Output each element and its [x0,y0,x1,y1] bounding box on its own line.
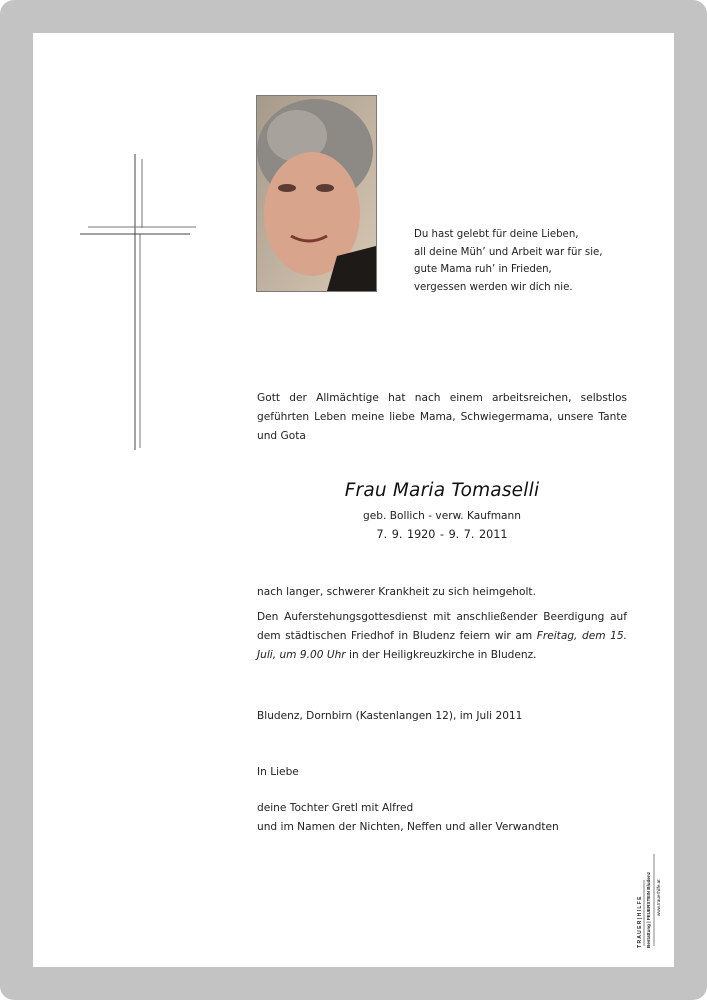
intro-text: Gott der Allmächtige hat nach einem arbeitsreichen, selbstlos geführten Leben meine liebe Mama, Schwiegermama, unsere Tante und Gota [257,392,627,442]
logo-text: Bestattung | FEUERSTEIN Bludenz [646,871,651,948]
logo-text: T R A U E R | H I L F E [637,896,643,948]
poem-line: vergessen werden wir dich nie. [414,281,573,293]
cross-icon [80,154,198,450]
service-text-part1: Den Auferstehungsgottesdienst mit anschließender Beerdigung auf dem städtischen Friedhof in Bludenz feiern wir am [257,611,627,642]
place-date: Bludenz, Dornbirn (Kastenlangen 12), im Juli 2011 [257,710,523,722]
poem-line: all deine Müh’ und Arbeit war für sie, [414,246,603,258]
logo-url: www.trauerhilfe.at [656,879,661,916]
poem-line: gute Mama ruh’ in Frieden, [414,264,552,276]
service-date: Freitag, dem 15. Juli, um 9.00 Uhr [257,630,627,661]
closing: In Liebe [257,766,299,778]
life-dates: 7. 9. 1920 - 9. 7. 2011 [376,528,508,541]
portrait-photo [256,95,377,292]
signature-line: deine Tochter Gretl mit Alfred [257,802,414,814]
signatures [257,799,627,837]
poem [414,226,603,296]
poem-line: Du hast gelebt für deine Lieben, [414,229,579,240]
signature-line: und im Namen der Nichten, Neffen und aller Verwandten [257,821,559,833]
service-text [257,608,627,665]
undertaker-logo [634,850,664,950]
deceased-name: Frau Maria Tomaselli [344,480,540,501]
passed-text: nach langer, schwerer Krankheit zu sich heimgeholt. [257,586,536,598]
birth-name: geb. Bollich - verw. Kaufmann [363,510,521,522]
service-text-part2: in der Heiligkreuzkirche in Bludenz. [345,649,537,661]
